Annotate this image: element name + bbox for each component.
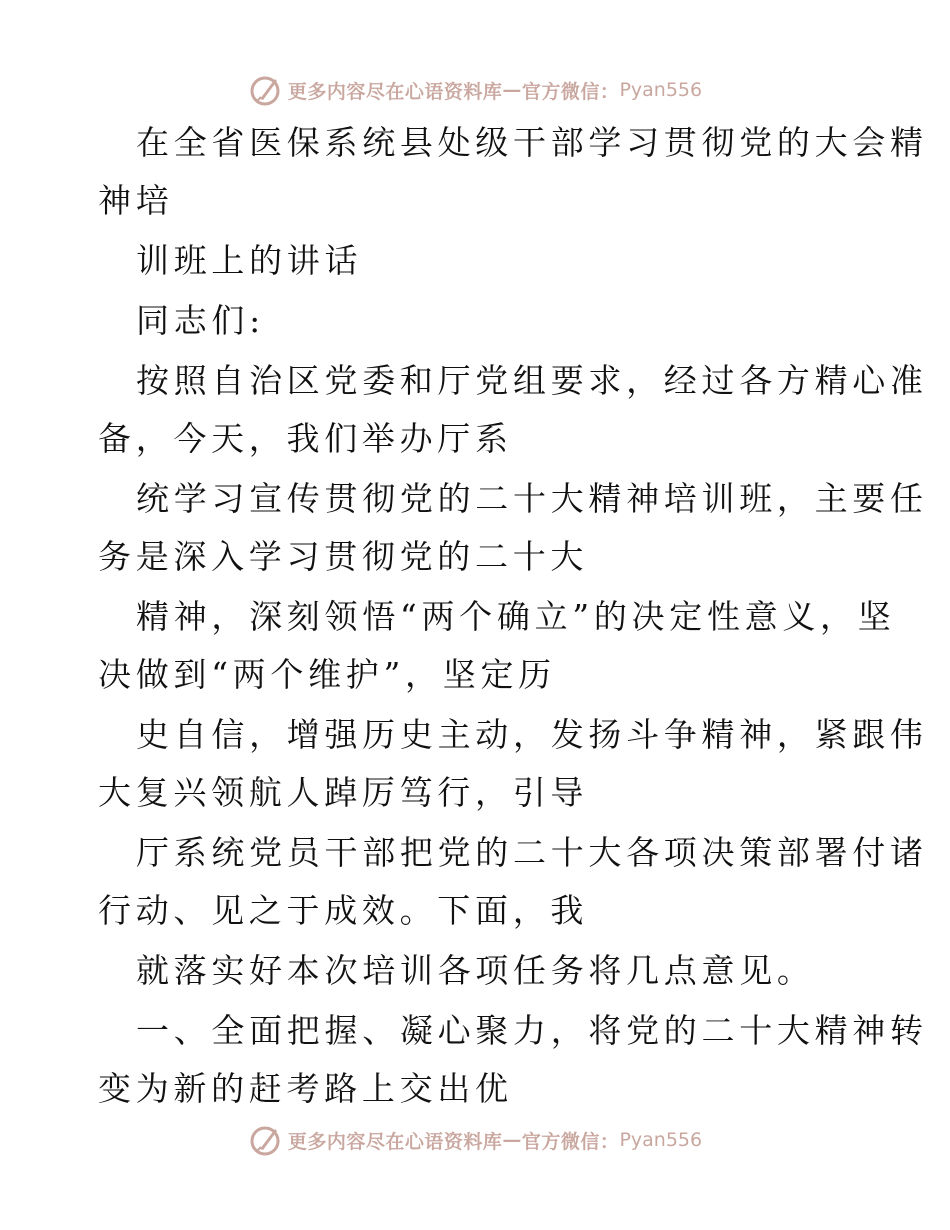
header-watermark <box>0 72 950 108</box>
watermark-wechat-id: Pyan556 <box>619 1129 703 1151</box>
text-line: 在全省医保系统县处级干部学习贯彻党的大会精 <box>136 123 928 162</box>
text-line: 行动、见之于成效。下面，我 <box>98 891 589 930</box>
text-line: 统学习宣传贯彻党的二十大精神培训班，主要任 <box>136 479 928 518</box>
text-line: 按照自治区党委和厅党组要求，经过各方精心准 <box>136 361 928 400</box>
text-line: 一、全面把握、凝心聚力，将党的二十大精神转 <box>136 1011 928 1050</box>
watermark-separator: — <box>502 1129 522 1151</box>
text-line: 神培 <box>98 181 174 220</box>
watermark-brand: 更多内容尽在心语资料库 <box>287 1130 503 1153</box>
text-line: 备，今天，我们举办厅系 <box>98 419 513 458</box>
text-line: 务是深入学习贯彻党的二十大 <box>98 537 589 576</box>
watermark-official: 官方微信： <box>521 80 620 103</box>
text-line: 训班上的讲话 <box>136 241 363 280</box>
footer-watermark <box>0 1122 950 1158</box>
quill-circle-icon <box>248 1123 282 1157</box>
text-line: 大复兴领航人踔厉笃行，引导 <box>98 773 589 812</box>
watermark-brand: 更多内容尽在心语资料库 <box>287 80 503 103</box>
text-line: 决做到“两个维护”，坚定历 <box>98 655 556 694</box>
watermark-official: 官方微信： <box>521 1130 620 1153</box>
text-line: 就落实好本次培训各项任务将几点意见。 <box>136 951 815 990</box>
text-line: 厅系统党员干部把党的二十大各项决策部署付诸 <box>136 833 928 872</box>
text-line: 变为新的赶考路上交出优 <box>98 1069 513 1108</box>
watermark-separator: — <box>502 79 522 101</box>
text-line: 精神，深刻领悟“两个确立”的决定性意义，坚 <box>136 597 896 636</box>
quill-circle-icon <box>248 73 282 107</box>
watermark-wechat-id: Pyan556 <box>619 79 703 101</box>
text-line: 史自信，增强历史主动，发扬斗争精神，紧跟伟 <box>136 715 928 754</box>
text-line: 同志们: <box>136 301 265 340</box>
